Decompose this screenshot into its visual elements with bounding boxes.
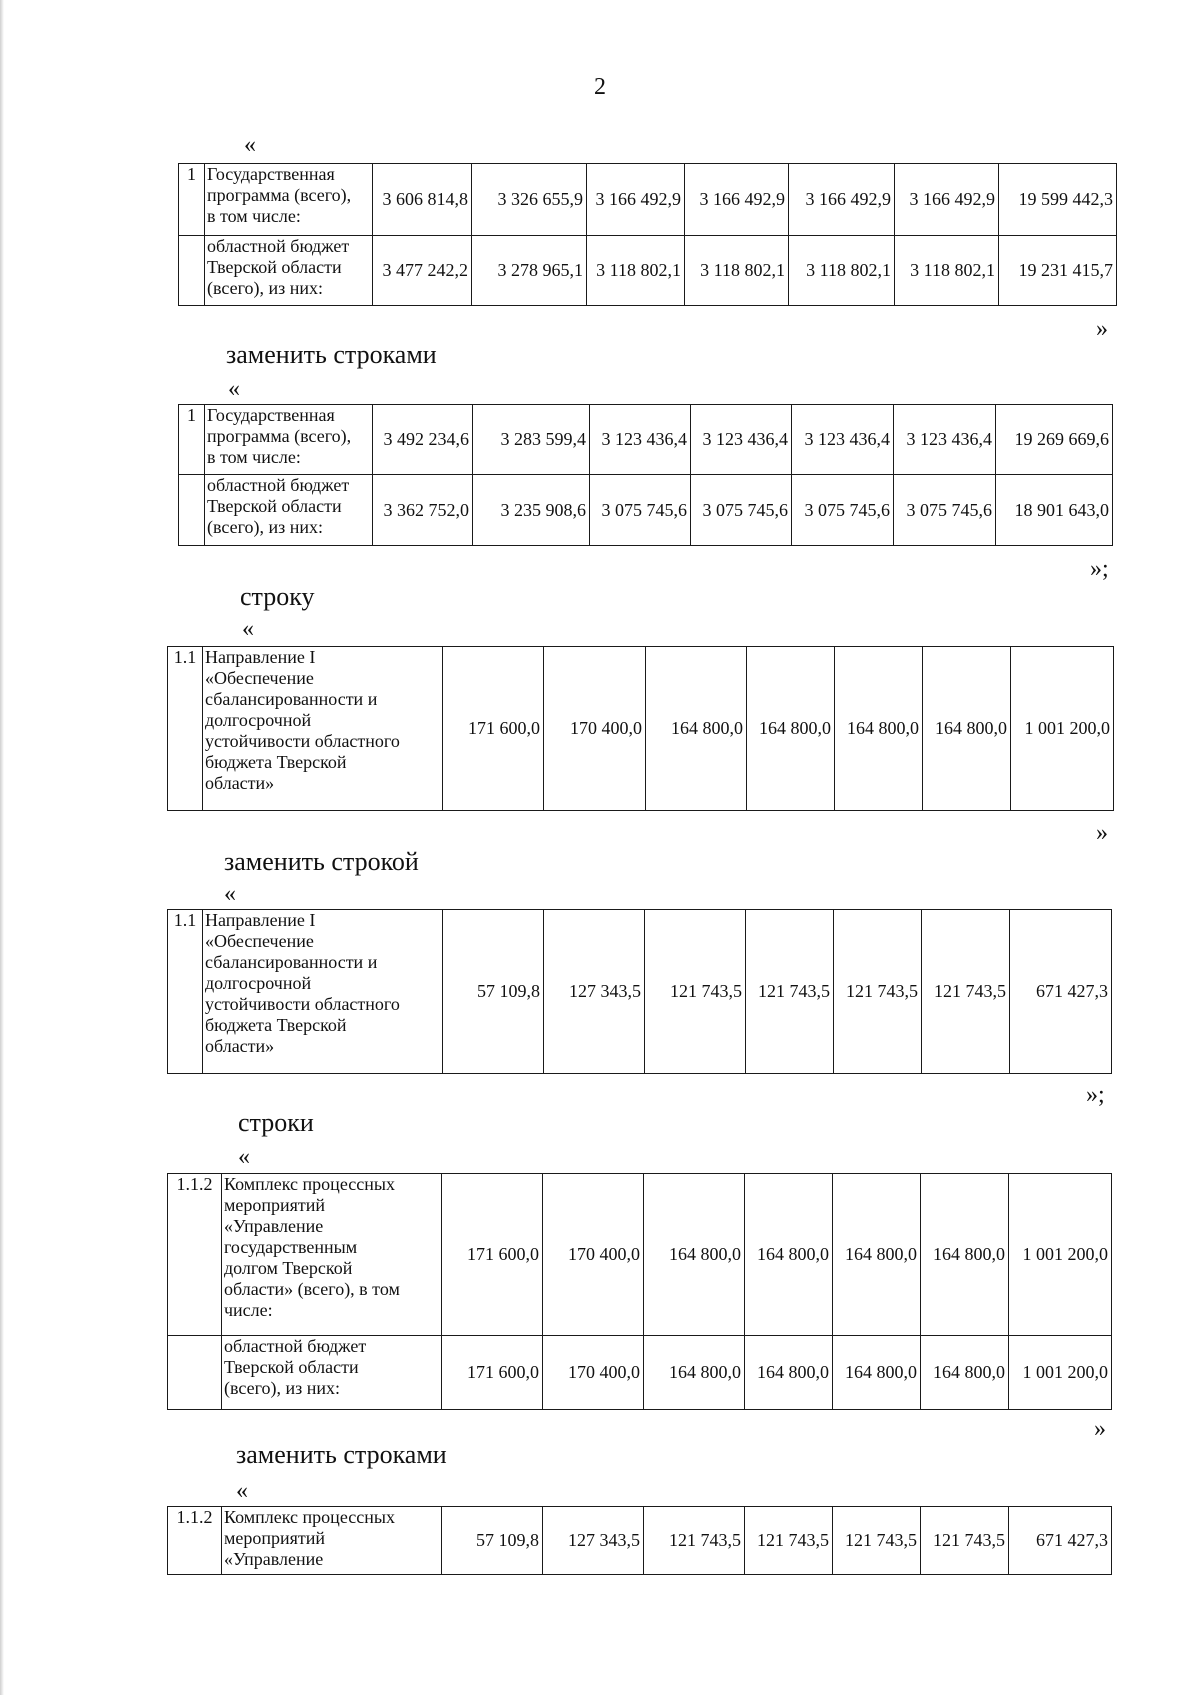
instruction-rows: строки <box>238 1108 314 1137</box>
row-label-text: Государственная программа (всего), в том числе: <box>207 405 352 467</box>
value-cell: 121 743,5 <box>922 910 1010 1074</box>
value-cell: 121 743,5 <box>645 910 746 1074</box>
value-cell: 3 123 436,4 <box>590 405 691 475</box>
row-label <box>222 1507 442 1575</box>
close-quote: » <box>1096 820 1108 846</box>
value-cell: 164 800,0 <box>747 647 835 811</box>
total-cell: 19 269 669,6 <box>996 405 1113 475</box>
instruction-replace-rows: заменить строками <box>226 340 437 369</box>
value-cell: 3 118 802,1 <box>685 236 789 306</box>
table-row <box>179 475 1113 546</box>
open-quote: « <box>224 881 236 907</box>
total-cell: 19 599 442,3 <box>999 164 1117 236</box>
row-label <box>203 910 443 1074</box>
value-cell: 3 278 965,1 <box>472 236 587 306</box>
row-index <box>168 1336 222 1410</box>
value-cell: 171 600,0 <box>443 647 544 811</box>
value-cell: 164 800,0 <box>921 1174 1009 1336</box>
value-cell: 121 743,5 <box>745 1507 833 1575</box>
row-label <box>203 647 443 811</box>
row-label <box>222 1174 442 1336</box>
value-cell: 3 075 745,6 <box>691 475 792 546</box>
amendment-table-3 <box>167 646 1114 811</box>
page-number: 2 <box>594 74 606 100</box>
value-cell: 164 800,0 <box>745 1336 833 1410</box>
value-cell: 3 118 802,1 <box>789 236 895 306</box>
value-cell: 3 123 436,4 <box>792 405 894 475</box>
table-row <box>179 236 1117 306</box>
value-cell: 170 400,0 <box>543 1174 644 1336</box>
value-cell: 3 123 436,4 <box>691 405 792 475</box>
row-label-text: Комплекс процессных мероприятий «Управление государственным долгом Тверской области» (всего), в том числе: <box>224 1174 400 1320</box>
row-label-text: областной бюджет Тверской области (всего), из них: <box>207 475 350 537</box>
value-cell: 3 326 655,9 <box>472 164 587 236</box>
value-cell: 170 400,0 <box>544 647 646 811</box>
value-cell: 3 166 492,9 <box>587 164 685 236</box>
amendment-table-5 <box>167 1173 1112 1410</box>
total-cell: 1 001 200,0 <box>1011 647 1114 811</box>
instruction-row: строку <box>240 582 315 611</box>
amendment-table-4 <box>167 909 1112 1074</box>
open-quote: « <box>244 132 256 158</box>
value-cell: 164 800,0 <box>644 1336 745 1410</box>
table-row <box>179 405 1113 475</box>
row-label-text: областной бюджет Тверской области (всего), из них: <box>224 1336 367 1398</box>
value-cell: 164 800,0 <box>646 647 747 811</box>
total-cell: 671 427,3 <box>1009 1507 1112 1575</box>
row-index <box>179 475 205 546</box>
row-index: 1.1 <box>168 647 203 811</box>
value-cell: 164 800,0 <box>921 1336 1009 1410</box>
total-cell: 1 001 200,0 <box>1009 1174 1112 1336</box>
value-cell: 164 800,0 <box>835 647 923 811</box>
value-cell: 3 477 242,2 <box>373 236 472 306</box>
row-index: 1 <box>179 164 205 236</box>
value-cell: 164 800,0 <box>644 1174 745 1336</box>
value-cell: 164 800,0 <box>833 1336 921 1410</box>
close-quote: » <box>1094 1416 1106 1442</box>
amendment-table-2 <box>178 404 1113 546</box>
value-cell: 170 400,0 <box>543 1336 644 1410</box>
value-cell: 121 743,5 <box>921 1507 1009 1575</box>
row-index: 1 <box>179 405 205 475</box>
total-cell: 19 231 415,7 <box>999 236 1117 306</box>
value-cell: 121 743,5 <box>834 910 922 1074</box>
row-label <box>205 475 373 546</box>
row-index <box>179 236 205 306</box>
instruction-replace-rows: заменить строками <box>236 1440 447 1469</box>
value-cell: 3 166 492,9 <box>789 164 895 236</box>
table-row <box>168 647 1114 811</box>
open-quote: « <box>236 1478 248 1504</box>
open-quote: « <box>228 376 240 402</box>
value-cell: 164 800,0 <box>745 1174 833 1336</box>
row-label <box>205 164 373 236</box>
value-cell: 3 118 802,1 <box>587 236 685 306</box>
row-label <box>222 1336 442 1410</box>
value-cell: 3 283 599,4 <box>473 405 590 475</box>
close-quote: »; <box>1086 1082 1105 1108</box>
row-index: 1.1.2 <box>168 1174 222 1336</box>
table-row <box>179 164 1117 236</box>
amendment-table-6 <box>167 1506 1112 1575</box>
close-quote: » <box>1096 316 1108 342</box>
amendment-table-1 <box>178 163 1117 306</box>
table-row <box>168 1174 1112 1336</box>
open-quote: « <box>238 1144 250 1170</box>
row-label <box>205 405 373 475</box>
value-cell: 3 166 492,9 <box>685 164 789 236</box>
total-cell: 671 427,3 <box>1010 910 1112 1074</box>
row-index: 1.1 <box>168 910 203 1074</box>
scan-edge <box>0 0 4 1695</box>
value-cell: 3 235 908,6 <box>473 475 590 546</box>
value-cell: 3 075 745,6 <box>590 475 691 546</box>
value-cell: 121 743,5 <box>833 1507 921 1575</box>
value-cell: 3 362 752,0 <box>373 475 473 546</box>
instruction-replace-row: заменить строкой <box>224 847 419 876</box>
total-cell: 18 901 643,0 <box>996 475 1113 546</box>
value-cell: 3 606 814,8 <box>373 164 472 236</box>
table-row <box>168 1507 1112 1575</box>
value-cell: 121 743,5 <box>644 1507 745 1575</box>
value-cell: 164 800,0 <box>923 647 1011 811</box>
row-index: 1.1.2 <box>168 1507 222 1575</box>
close-quote: »; <box>1090 556 1109 582</box>
row-label <box>205 236 373 306</box>
value-cell: 3 075 745,6 <box>792 475 894 546</box>
row-label-text: областной бюджет Тверской области (всего), из них: <box>207 236 350 298</box>
value-cell: 3 075 745,6 <box>894 475 996 546</box>
value-cell: 127 343,5 <box>544 910 645 1074</box>
open-quote: « <box>242 616 254 642</box>
value-cell: 164 800,0 <box>833 1174 921 1336</box>
value-cell: 121 743,5 <box>746 910 834 1074</box>
row-label-text: Комплекс процессных мероприятий «Управление <box>224 1507 395 1569</box>
value-cell: 171 600,0 <box>442 1336 543 1410</box>
value-cell: 127 343,5 <box>543 1507 644 1575</box>
total-cell: 1 001 200,0 <box>1009 1336 1112 1410</box>
value-cell: 3 492 234,6 <box>373 405 473 475</box>
value-cell: 3 118 802,1 <box>895 236 999 306</box>
row-label-text: Государственная программа (всего), в том числе: <box>207 164 352 226</box>
value-cell: 57 109,8 <box>442 1507 543 1575</box>
table-row <box>168 910 1112 1074</box>
row-label-text: Направление I «Обеспечение сбалансированности и долгосрочной устойчивости областного бюджета Тверской области» <box>205 910 400 1056</box>
row-label-text: Направление I «Обеспечение сбалансированности и долгосрочной устойчивости областного бюджета Тверской области» <box>205 647 400 793</box>
value-cell: 3 166 492,9 <box>895 164 999 236</box>
value-cell: 57 109,8 <box>443 910 544 1074</box>
value-cell: 171 600,0 <box>442 1174 543 1336</box>
value-cell: 3 123 436,4 <box>894 405 996 475</box>
table-row <box>168 1336 1112 1410</box>
